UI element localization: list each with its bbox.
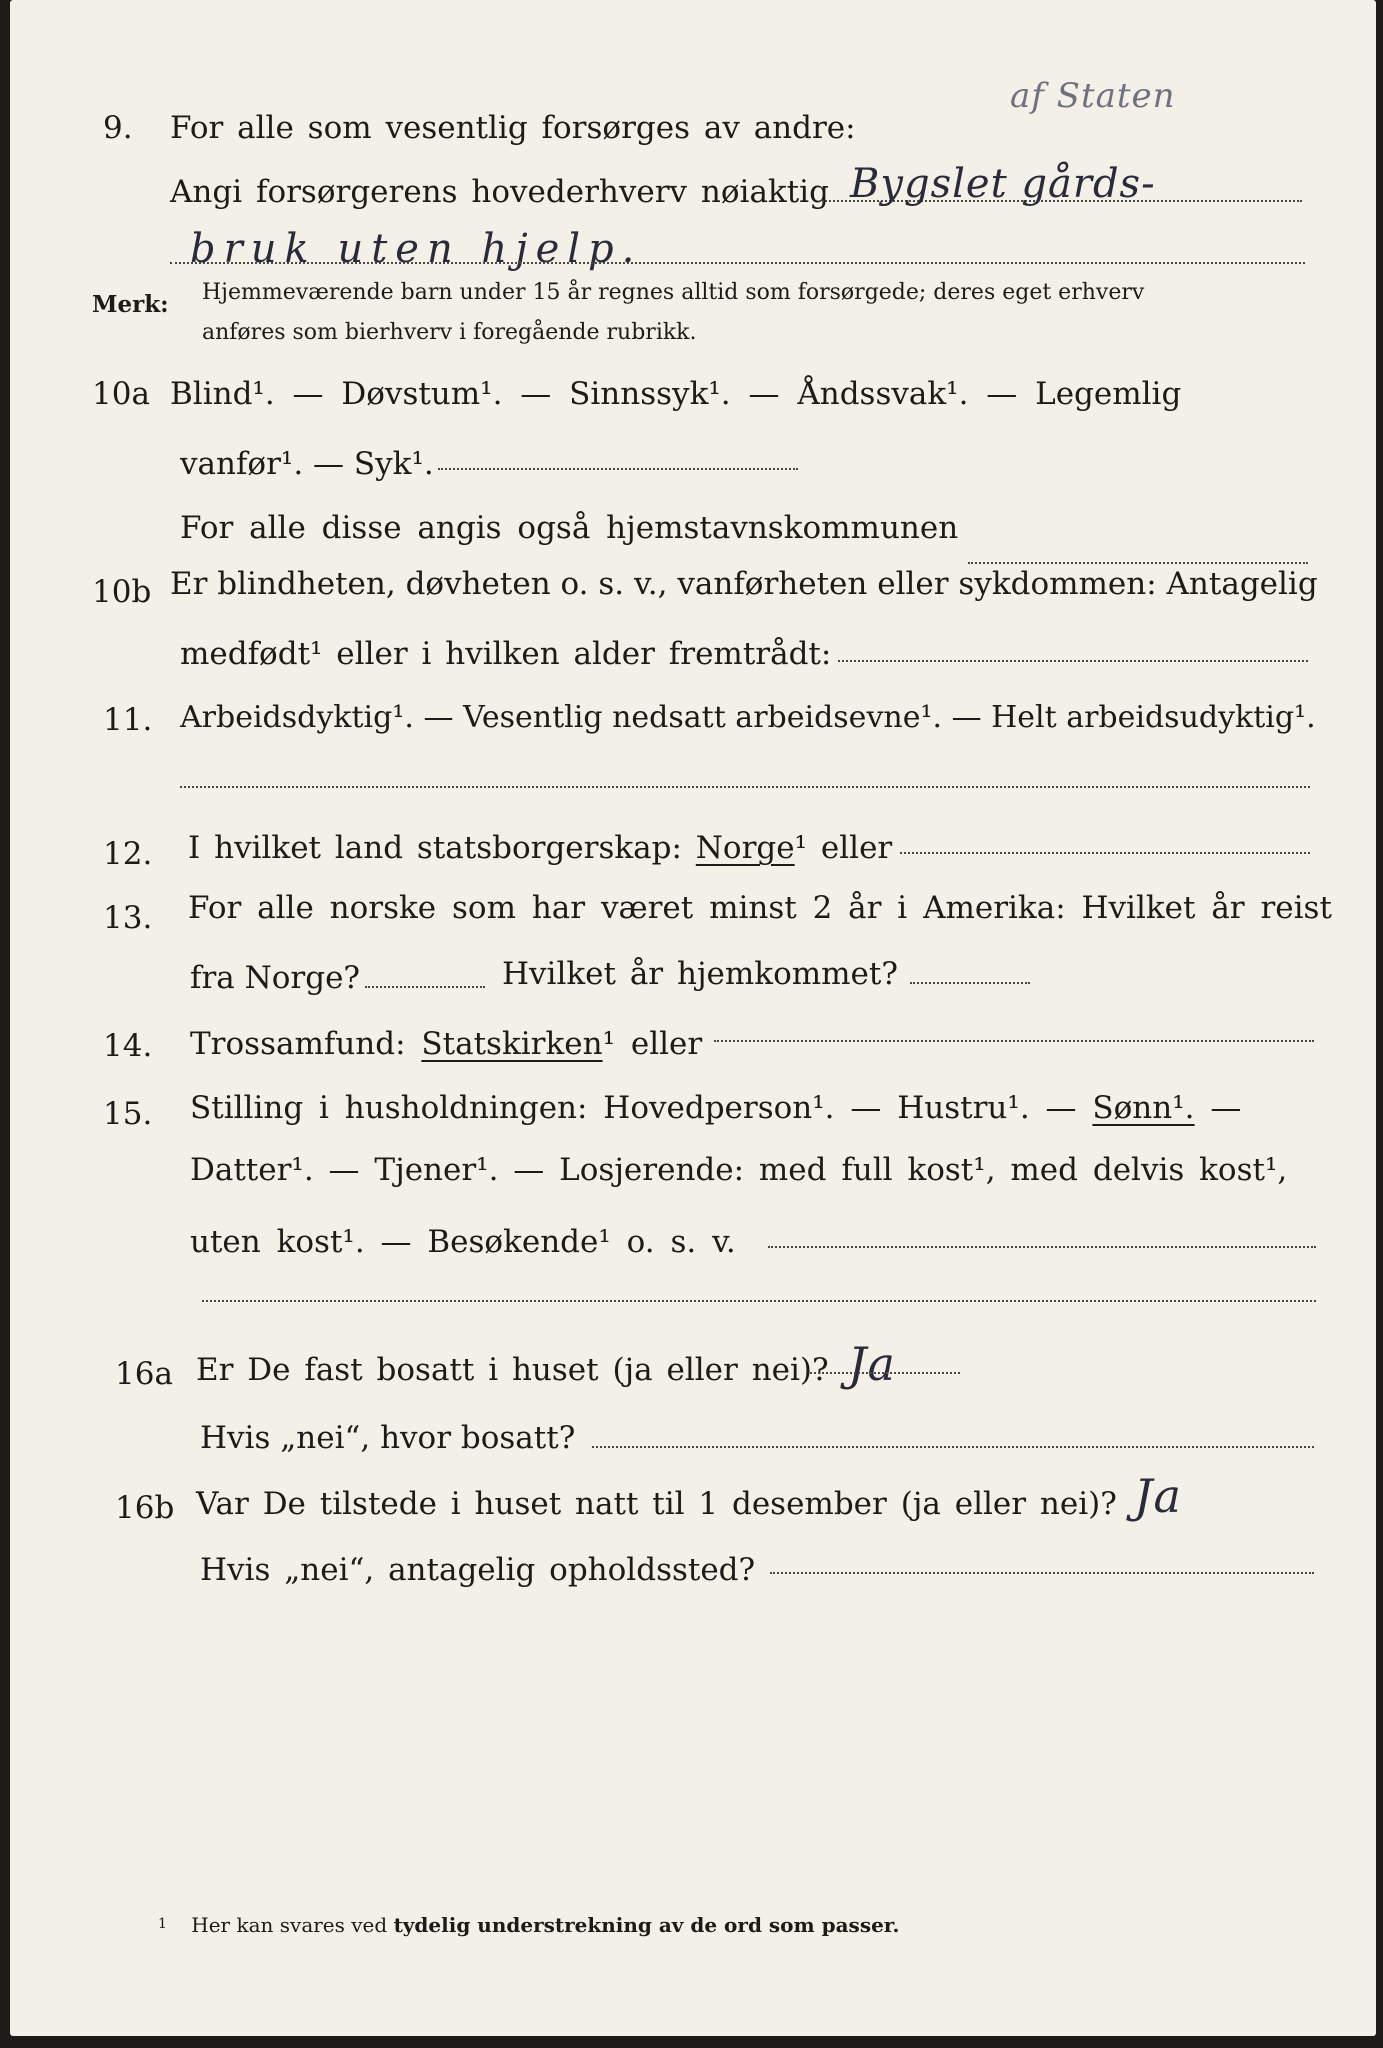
q10b-line2: medfødt¹ eller i hvilken alder fremtrådt: xyxy=(180,636,832,672)
q15-answer-sonn: Sønn¹. xyxy=(1092,1090,1195,1126)
handwritten-af-staten: af Staten xyxy=(1010,76,1176,116)
handwritten-ja-16a: Ja xyxy=(848,1337,896,1391)
q14-question: Trossamfund: xyxy=(190,1026,406,1062)
footnote xyxy=(158,1910,899,1943)
q12-question: I hvilket land statsborgerskap: xyxy=(188,830,682,866)
q15-line1 xyxy=(190,1088,1241,1128)
footnote-mark: 1 xyxy=(158,1916,167,1932)
q15-answer-line xyxy=(768,1246,1316,1248)
q10b-answer-line xyxy=(838,660,1308,662)
q16b-answer-line xyxy=(770,1572,1314,1574)
q13-line1: For alle norske som har været minst 2 år i Amerika: Hvilket år reist xyxy=(188,890,1332,926)
q10a-line3: For alle disse angis også hjemstavnskommunen xyxy=(180,510,959,546)
q16a-line2: Hvis „nei“, hvor bosatt? xyxy=(200,1420,576,1456)
handwritten-ja-16b: Ja xyxy=(1134,1469,1182,1523)
q9-number: 9. xyxy=(103,110,133,146)
q13-number: 13. xyxy=(103,900,153,936)
q15-line3: uten kost¹. — Besøkende¹ o. s. v. xyxy=(190,1224,736,1260)
q13-reist-line xyxy=(365,986,485,988)
census-form-page xyxy=(10,0,1376,2036)
q16b-number: 16b xyxy=(115,1490,175,1526)
q9-line2: Angi forsørgerens hovederhverv nøiaktig xyxy=(170,174,829,210)
q10b-line1: Er blindheten, døvheten o. s. v., vanførheten eller sykdommen: Antagelig xyxy=(170,566,1318,602)
q15-line1-text: Stilling i husholdningen: Hovedperson¹. — Hustru¹. — xyxy=(190,1090,1077,1126)
q12-answer-norge: Norge xyxy=(695,830,795,866)
q12-number: 12. xyxy=(103,836,153,872)
q10a-line1: Blind¹. — Døvstum¹. — Sinnssyk¹. — Åndssvak¹. — Legemlig xyxy=(170,376,1182,412)
q10a-answer-line xyxy=(438,468,798,470)
q11-answer-line xyxy=(180,786,1310,788)
q12-post: ¹ eller xyxy=(794,830,893,866)
q13-line2b: Hvilket år hjemkommet? xyxy=(502,956,898,992)
q14-answer-line xyxy=(714,1040,1314,1042)
q10a-line2: vanfør¹. — Syk¹. xyxy=(180,446,434,482)
q13-hjemkommet-line xyxy=(910,982,1030,984)
footnote-bold-text: tydelig understrekning av de ord som passer. xyxy=(393,1913,900,1937)
q16a-line1: Er De fast bosatt i huset (ja eller nei)? xyxy=(196,1352,829,1388)
q12-line xyxy=(188,828,892,868)
q9-line1: For alle som vesentlig forsørges av andre: xyxy=(170,110,856,146)
q16b-line1: Var De tilstede i huset natt til 1 desember (ja eller nei)? xyxy=(196,1486,1117,1522)
q11-line1: Arbeidsdyktig¹. — Vesentlig nedsatt arbeidsevne¹. — Helt arbeidsudyktig¹. xyxy=(180,700,1316,735)
q13-line2a: fra Norge? xyxy=(190,960,361,996)
q12-answer-line xyxy=(900,852,1310,854)
q15-number: 15. xyxy=(103,1096,153,1132)
merk-line2: anføres som bierhverv i foregående rubrikk. xyxy=(202,320,697,345)
footnote-text: Her kan svares ved xyxy=(191,1913,388,1937)
q9-answer-line2 xyxy=(170,262,1305,264)
q16a-answer-line2 xyxy=(592,1446,1314,1448)
q14-line xyxy=(190,1024,702,1064)
handwritten-occupation-part2: bruk uten hjelp. xyxy=(190,226,643,272)
q10b-number: 10b xyxy=(92,574,152,610)
merk-line1: Hjemmeværende barn under 15 år regnes alltid som forsørgede; deres eget erhverv xyxy=(202,280,1145,305)
q14-answer-statskirken: Statskirken xyxy=(421,1026,603,1062)
q14-number: 14. xyxy=(103,1028,153,1064)
q14-post: ¹ eller xyxy=(602,1026,703,1062)
q15-line2: Datter¹. — Tjener¹. — Losjerende: med full kost¹, med delvis kost¹, xyxy=(190,1152,1288,1188)
q11-number: 11. xyxy=(103,702,153,738)
q16a-answer-line xyxy=(810,1372,960,1374)
q16a-number: 16a xyxy=(115,1356,173,1392)
merk-label: Merk: xyxy=(92,291,169,318)
q16b-line2: Hvis „nei“, antagelig opholdssted? xyxy=(200,1552,756,1588)
handwritten-occupation-part1: Bygslet gårds- xyxy=(850,161,1156,207)
q15-line1-dash: — xyxy=(1210,1090,1242,1126)
q15-answer-line2 xyxy=(202,1300,1316,1302)
q10a-number: 10a xyxy=(92,376,150,412)
